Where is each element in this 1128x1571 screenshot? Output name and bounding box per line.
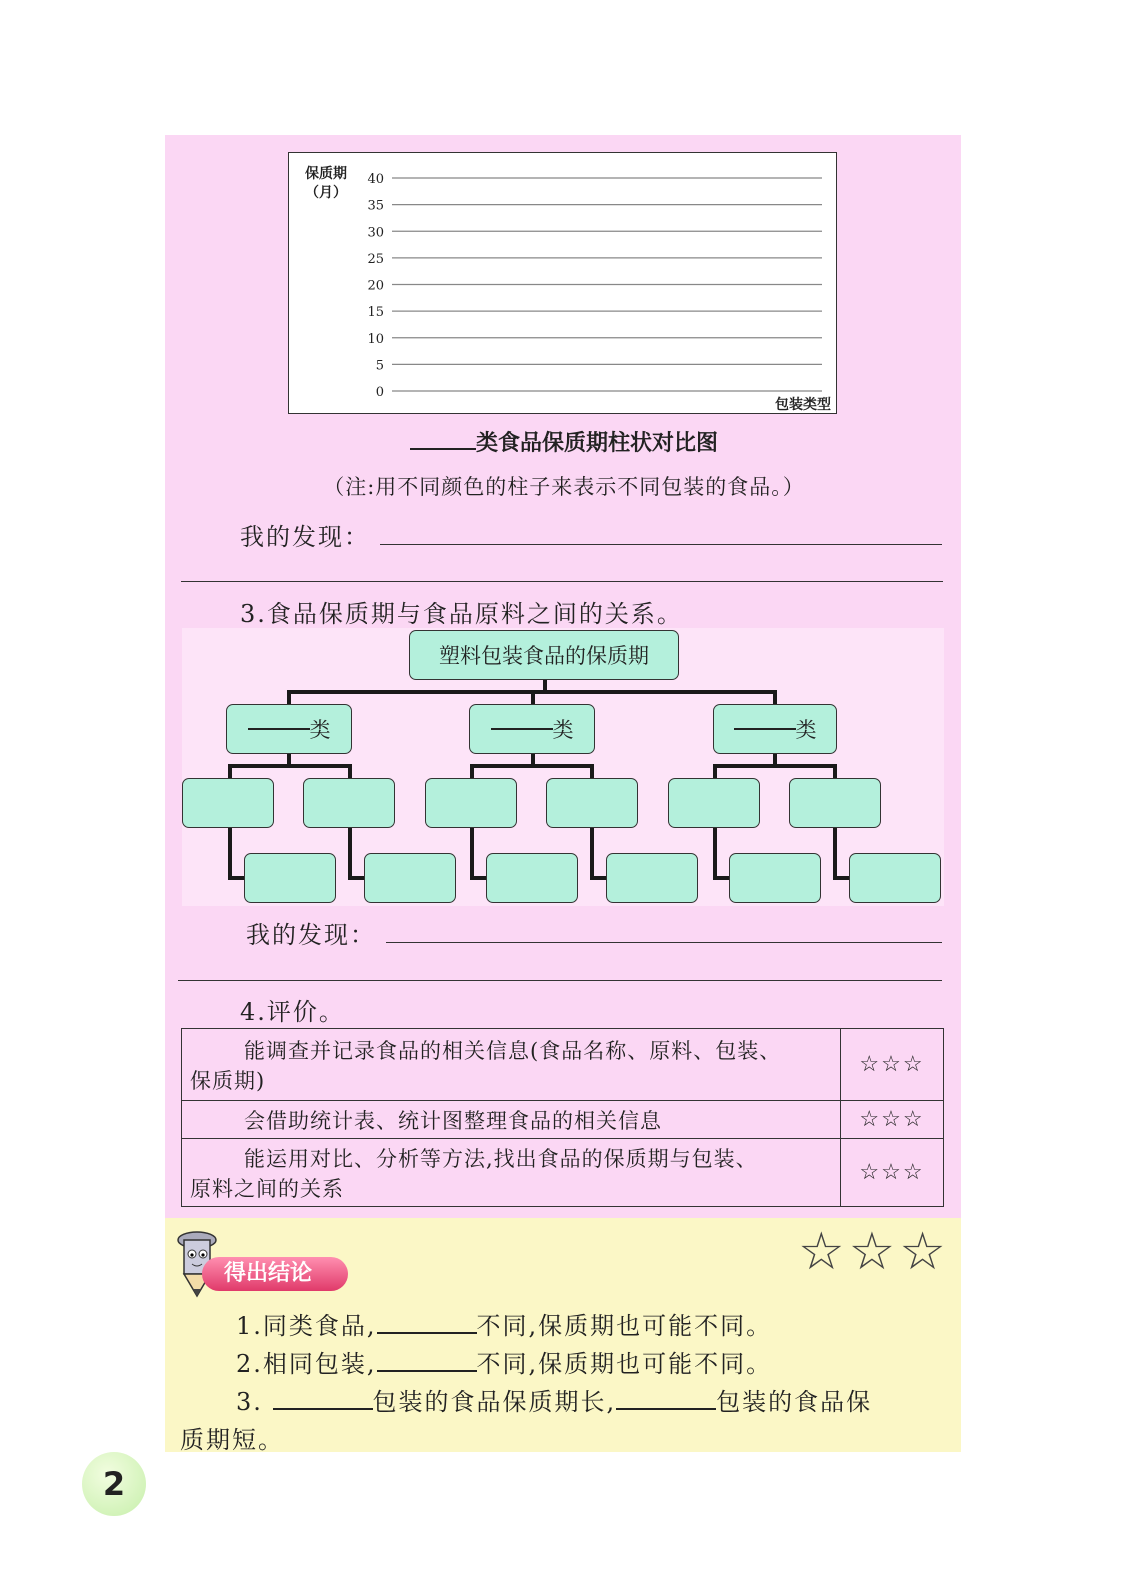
- criterion-text: 能调查并记录食品的相关信息(食品名称、原料、包装、: [244, 1038, 782, 1063]
- connector: [470, 764, 594, 768]
- table-row: [182, 1029, 944, 1101]
- criterion-cell: [182, 1139, 841, 1207]
- connector: [470, 876, 486, 880]
- leaf-box[interactable]: [425, 778, 517, 828]
- conclusion-blank[interactable]: [616, 1408, 716, 1410]
- y-axis-label: 保质期: [305, 166, 347, 182]
- item-text: 不同,保质期也可能不同。: [476, 1312, 773, 1340]
- y-tick-label: 35: [367, 198, 384, 214]
- connector: [228, 876, 244, 880]
- criterion-text: 会借助统计表、统计图整理食品的相关信息: [244, 1108, 662, 1133]
- connector: [228, 828, 232, 880]
- criterion-text: 原料之间的关系: [190, 1176, 344, 1201]
- leaf-box[interactable]: [303, 778, 395, 828]
- connector: [348, 828, 352, 880]
- conclusion-blank[interactable]: [377, 1370, 477, 1372]
- connector: [531, 690, 535, 704]
- connector: [590, 764, 594, 778]
- connector: [228, 764, 232, 778]
- conclusion-blank[interactable]: [377, 1332, 477, 1334]
- criterion-text: 能运用对比、分析等方法,找出食品的保质期与包装、: [244, 1146, 758, 1171]
- conclusion-item-2: [236, 1344, 772, 1379]
- leaf-box[interactable]: [606, 853, 698, 903]
- table-row: [182, 1139, 944, 1207]
- connector: [713, 876, 729, 880]
- tree-diagram: [182, 628, 944, 906]
- chart-note: （注:用不同颜色的柱子来表示不同包装的食品。）: [323, 475, 805, 499]
- leaf-box[interactable]: [182, 778, 274, 828]
- connector: [773, 754, 777, 764]
- leaf-box[interactable]: [244, 853, 336, 903]
- item-text: 1.同类食品,: [236, 1312, 377, 1340]
- category-blank[interactable]: [491, 728, 553, 730]
- y-axis-label-unit: （月）: [305, 185, 347, 201]
- conclusion-item-1: [236, 1306, 772, 1341]
- y-tick-label: 15: [367, 305, 384, 321]
- leaf-box[interactable]: [789, 778, 881, 828]
- criterion-cell: [182, 1101, 841, 1139]
- finding-label-1: 我的发现：: [240, 523, 370, 551]
- evaluation-table: [181, 1028, 944, 1207]
- item-text: 3.: [236, 1388, 263, 1416]
- category-blank[interactable]: [248, 728, 310, 730]
- bar-chart: [288, 152, 837, 414]
- y-tick-label: 40: [367, 172, 384, 187]
- y-tick-label: 20: [367, 278, 384, 294]
- item-text: 2.相同包装,: [236, 1350, 377, 1378]
- connector: [228, 764, 352, 768]
- x-axis-label: 包装类型: [775, 397, 831, 413]
- leaf-box[interactable]: [364, 853, 456, 903]
- category-node-2[interactable]: [469, 704, 595, 754]
- leaf-box[interactable]: [849, 853, 941, 903]
- finding-line-1b[interactable]: [181, 581, 943, 582]
- connector: [531, 754, 535, 764]
- connector: [590, 828, 594, 880]
- leaf-box[interactable]: [546, 778, 638, 828]
- item-text: 不同,保质期也可能不同。: [476, 1350, 773, 1378]
- connector: [287, 754, 291, 764]
- connector: [348, 764, 352, 778]
- category-suffix: 类: [795, 718, 817, 742]
- category-suffix: 类: [552, 718, 574, 742]
- rating-stars[interactable]: ☆☆☆: [841, 1101, 944, 1139]
- conclusion-badge: 得出结论: [202, 1257, 348, 1291]
- connector: [470, 828, 474, 880]
- conclusion-blank[interactable]: [273, 1408, 373, 1410]
- connector: [470, 764, 474, 778]
- section3-heading: 3.食品保质期与食品原料之间的关系。: [240, 600, 683, 628]
- leaf-box[interactable]: [486, 853, 578, 903]
- finding-line-2b[interactable]: [178, 980, 942, 981]
- conclusion-stars[interactable]: ☆☆☆: [798, 1222, 950, 1282]
- finding-label-2: 我的发现：: [246, 921, 376, 949]
- connector: [833, 876, 849, 880]
- connector: [773, 690, 777, 704]
- connector: [287, 690, 291, 704]
- rating-stars[interactable]: ☆☆☆: [841, 1029, 944, 1101]
- connector: [713, 828, 717, 880]
- chart-svg: [289, 153, 838, 415]
- tree-root: 塑料包装食品的保质期: [409, 630, 679, 680]
- connector: [833, 828, 837, 880]
- chart-title: 类食品保质期柱状对比图: [475, 431, 718, 456]
- connector: [833, 764, 837, 778]
- y-tick-label: 30: [367, 225, 384, 241]
- category-node-1[interactable]: [226, 704, 352, 754]
- category-blank[interactable]: [734, 728, 796, 730]
- conclusion-item-3: [236, 1382, 872, 1417]
- category-node-3[interactable]: [713, 704, 837, 754]
- chart-title-blank[interactable]: [410, 448, 476, 450]
- leaf-box[interactable]: [668, 778, 760, 828]
- connector: [590, 876, 606, 880]
- page-number: 2: [82, 1452, 146, 1516]
- category-suffix: 类: [309, 718, 331, 742]
- finding-line-2a[interactable]: [386, 942, 942, 943]
- connector: [713, 764, 837, 768]
- item-text: 包装的食品保质期长,: [372, 1388, 617, 1416]
- table-row: [182, 1101, 944, 1139]
- rating-stars[interactable]: ☆☆☆: [841, 1139, 944, 1207]
- y-tick-label: 0: [375, 385, 384, 400]
- leaf-box[interactable]: [729, 853, 821, 903]
- y-tick-label: 5: [375, 358, 384, 374]
- conclusion-item-3-cont: 质期短。: [180, 1426, 284, 1454]
- connector: [713, 764, 717, 778]
- y-tick-label: 10: [367, 331, 384, 347]
- section4-heading: 4.评价。: [240, 998, 345, 1026]
- chart-title-row: [0, 426, 1128, 457]
- y-tick-label: 25: [367, 251, 384, 267]
- connector: [348, 876, 364, 880]
- finding-line-1a[interactable]: [380, 544, 942, 545]
- criterion-cell: [182, 1029, 841, 1101]
- item-text: 包装的食品保: [716, 1388, 873, 1416]
- criterion-text: 保质期): [190, 1068, 266, 1093]
